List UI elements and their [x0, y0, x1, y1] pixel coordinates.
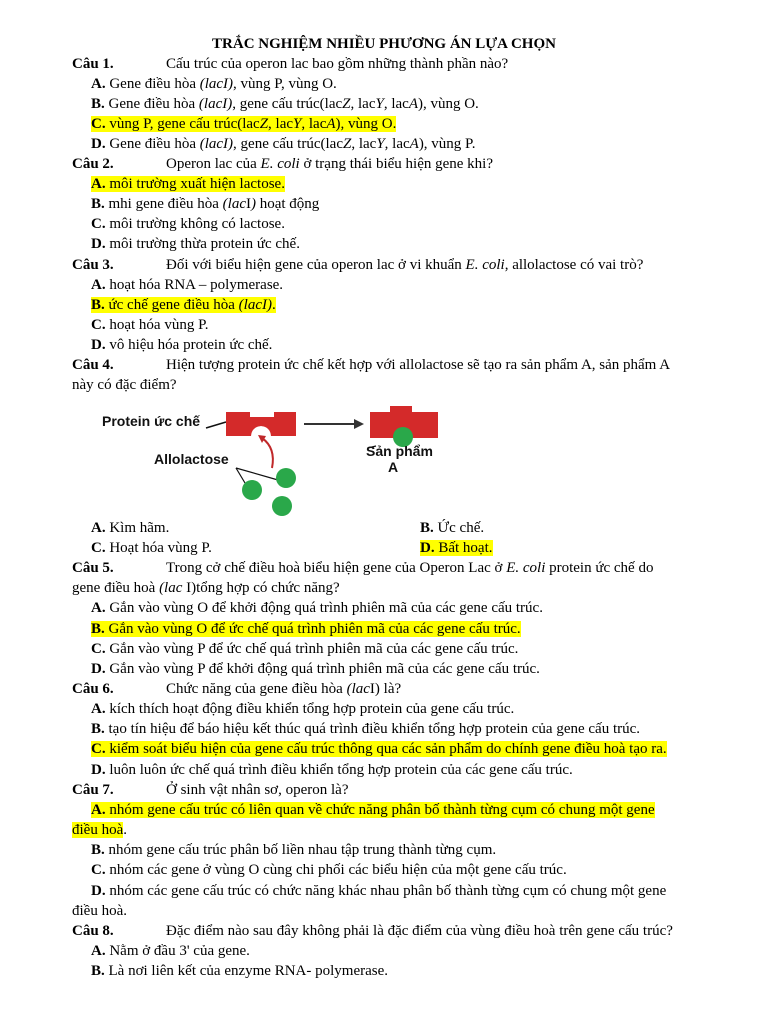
q2-option-d: D. môi trường thừa protein ức chế. [91, 236, 300, 252]
q6-option-b: B. tạo tín hiệu để báo hiệu kết thúc quá trình điều khiển tổng hợp protein của gene cấu trúc. [91, 721, 641, 737]
q2-option-b: B. mhi gene điều hòa (lacI) hoạt động [91, 196, 320, 212]
q7-option-b: B. nhóm gene cấu trúc phân bố liền nhau tập trung thành từng cụm. [91, 842, 497, 858]
pointer-line [206, 422, 226, 428]
allolactose-molecule [276, 468, 296, 488]
q7-option-d-continued: điều hoà. [72, 903, 127, 919]
allolactose-molecule [242, 480, 262, 500]
highlighted-answer: B. ức chế gene điều hòa (lacI). [91, 297, 276, 313]
question-1 [72, 54, 712, 74]
question-text: Đặc điểm nào sau đây không phải là đặc điểm của vùng điều hoà trên gene cấu trúc? [166, 923, 673, 939]
q3-option-a: A. hoạt hóa RNA – polymerase. [91, 277, 284, 293]
q5-option-b-correct [91, 619, 521, 639]
question-8 [72, 921, 712, 941]
question-4 [72, 355, 712, 375]
binding-arrow [262, 438, 273, 468]
q2-option-a-correct [91, 174, 285, 194]
q7-option-d: D. nhóm các gene cấu trúc có chức năng khác nhau phân bố thành từng cụm có chung một gene [91, 883, 667, 899]
question-label: Câu 8. [72, 923, 114, 939]
question-label: Câu 4. [72, 357, 114, 373]
highlighted-answer: A. môi trường xuất hiện lactose. [91, 176, 285, 192]
question-5 [72, 558, 712, 578]
highlighted-answer: C. kiểm soát biểu hiện của gene cấu trúc thông qua các sản phẩm do chính gene điều hoà tạo ra. [91, 741, 667, 757]
question-text-continued: này có đặc điểm? [72, 377, 177, 393]
question-text: Operon lac của E. coli ở trạng thái biểu hiện gene khi? [166, 156, 493, 172]
page-title: TRẮC NGHIỆM NHIỀU PHƯƠNG ÁN LỰA CHỌN [212, 36, 556, 52]
q1-option-b: B. Gene điều hòa (lacI), gene cấu trúc(lacZ, lacY, lacA), vùng O. [91, 96, 479, 112]
q7-option-a-correct [91, 800, 655, 820]
product-label-line2: A [388, 459, 399, 475]
q1-option-c-correct [91, 114, 396, 134]
question-text: Chức năng của gene điều hòa (lacI) là? [166, 681, 402, 697]
question-text: Hiện tượng protein ức chế kết hợp với allolactose sẽ tạo ra sản phẩm A, sản phẩm A [166, 357, 671, 373]
highlighted-answer: D. Bất hoạt. [420, 540, 493, 556]
question-text: Cấu trúc của operon lac bao gồm những thành phần nào? [166, 56, 509, 72]
repressor-protein-body [226, 412, 296, 436]
question-text-continued: gene điều hoà (lac I)tổng hợp có chức năng? [72, 580, 340, 596]
q4-option-a: A. Kìm hãm. [91, 520, 170, 536]
q8-option-b: B. Là nơi liên kết của enzyme RNA- polymerase. [91, 963, 389, 979]
allolactose-label: Allolactose [154, 451, 229, 467]
reaction-arrowhead [354, 419, 364, 429]
q2-option-c: C. môi trường không có lactose. [91, 216, 285, 232]
q5-option-c: C. Gắn vào vùng P để ức chế quá trình phiên mã của các gene cấu trúc. [91, 641, 519, 657]
q3-option-c: C. hoạt hóa vùng P. [91, 317, 209, 333]
question-label: Câu 5. [72, 560, 114, 576]
q1-option-d: D. Gene điều hòa (lacI), gene cấu trúc(lacZ, lacY, lacA), vùng P. [91, 136, 476, 152]
question-text: Đối với biểu hiện gene của operon lac ở vi khuẩn E. coli, allolactose có vai trò? [166, 257, 644, 273]
question-text: Trong cở chế điều hoà biểu hiện gene của Operon Lac ở E. coli protein ức chế do [166, 560, 654, 576]
q5-option-d: D. Gắn vào vùng P để khởi động quá trình phiên mã của các gene cấu trúc. [91, 661, 540, 677]
question-label: Câu 7. [72, 782, 114, 798]
repressor-allolactose-diagram [90, 402, 470, 520]
q3-option-b-correct [91, 295, 276, 315]
highlighted-answer: A. nhóm gene cấu trúc có liên quan về chức năng phân bố thành từng cụm có chung một gene [91, 802, 655, 818]
question-3 [72, 255, 712, 275]
question-label: Câu 3. [72, 257, 114, 273]
q4-option-c: C. Hoạt hóa vùng P. [91, 540, 212, 556]
q1-option-a: A. Gene điều hòa (lacI), vùng P, vùng O. [91, 76, 337, 92]
highlighted-answer: C. vùng P, gene cấu trúc(lacZ, lacY, lacA), vùng O. [91, 116, 397, 132]
q3-option-d: D. vô hiệu hóa protein ức chế. [91, 337, 273, 353]
q5-option-a: A. Gắn vào vùng O để khởi động quá trình phiên mã của các gene cấu trúc. [91, 600, 543, 616]
question-label: Câu 1. [72, 56, 114, 72]
q7-option-a-continued: điều hoà. [72, 822, 127, 838]
q6-option-d: D. luôn luôn ức chế quá trình điều khiển tổng hợp protein của các gene cấu trúc. [91, 762, 573, 778]
repressor-label: Protein ức chế [102, 413, 201, 429]
question-label: Câu 6. [72, 681, 114, 697]
q6-option-a: A. kích thích hoạt động điều khiển tổng hợp protein của gene cấu trúc. [91, 701, 515, 717]
question-text: Ở sinh vật nhân sơ, operon là? [166, 782, 349, 798]
q6-option-c-correct [91, 739, 667, 759]
question-6 [72, 679, 712, 699]
q7-option-c: C. nhóm các gene ở vùng O cùng chi phối các biểu hiện của một gene cấu trúc. [91, 862, 567, 878]
q4-option-d-correct [420, 538, 493, 558]
highlighted-answer: B. Gắn vào vùng O để ức chế quá trình phiên mã của các gene cấu trúc. [91, 621, 521, 637]
allolactose-molecule [272, 496, 292, 516]
question-7 [72, 780, 712, 800]
question-2 [72, 154, 712, 174]
question-label: Câu 2. [72, 156, 114, 172]
product-label-line1: Sản phẩm [366, 443, 433, 459]
q4-option-b: B. Ức chế. [420, 520, 485, 536]
highlighted-answer: điều hoà [72, 822, 124, 838]
q8-option-a: A. Nằm ở đầu 3' của gene. [91, 943, 250, 959]
